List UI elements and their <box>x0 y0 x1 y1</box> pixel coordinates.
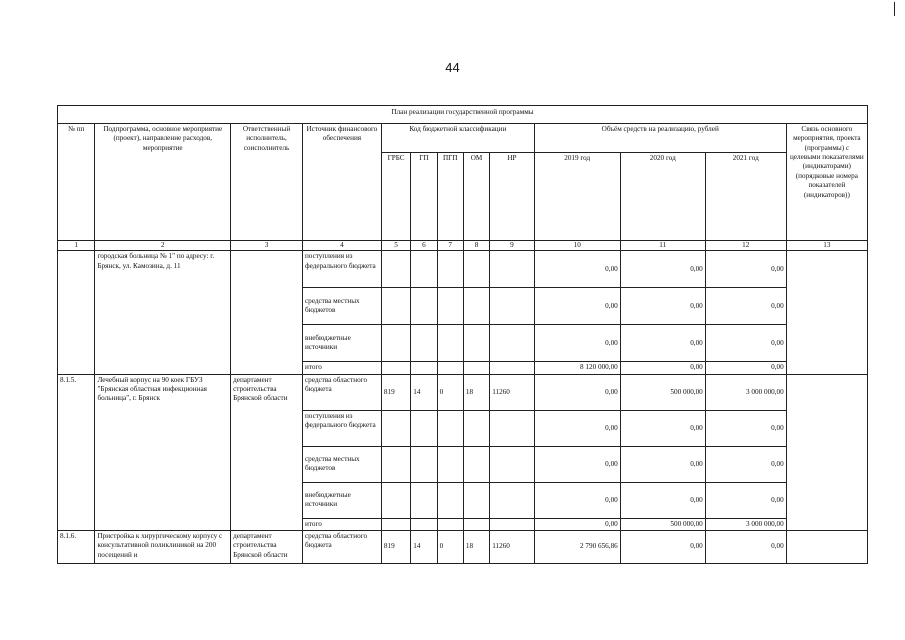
link-cell <box>786 251 867 374</box>
value-2020: 0,00 <box>620 482 705 518</box>
value-2020: 0,00 <box>620 531 705 564</box>
value-2020: 0,00 <box>620 288 705 325</box>
column-number: 3 <box>231 241 303 251</box>
header-executor: Ответственный исполнитель, соисполнитель <box>231 124 303 241</box>
page-number: 44 <box>445 60 460 75</box>
gp-cell: 14 <box>411 531 437 564</box>
budget-plan-table <box>57 105 868 564</box>
om-cell: 18 <box>463 531 489 564</box>
header-program: Подпрограмма, основное мероприятие (проект), направление расходов, мероприятие <box>95 124 231 241</box>
value-2020: 0,00 <box>620 325 705 362</box>
gp-cell: 14 <box>411 374 437 410</box>
grbs-cell: 819 <box>381 531 410 564</box>
program-name: городская больница № 1" по адресу: г. Брянск, ул. Камозина, д. 11 <box>95 251 231 374</box>
header-2021: 2021 год <box>705 153 786 241</box>
om-cell: 18 <box>463 374 489 410</box>
value-2020: 0,00 <box>620 251 705 288</box>
column-number: 4 <box>302 241 381 251</box>
header-om: ОМ <box>463 153 489 241</box>
value-2021: 0,00 <box>705 531 786 564</box>
value-2019: 8 120 000,00 <box>534 362 620 374</box>
value-2021: 0,00 <box>705 410 786 446</box>
source-cell: внебюджетные источники <box>302 482 381 518</box>
value-2020: 0,00 <box>620 410 705 446</box>
source-cell: итого <box>302 362 381 374</box>
column-number: 7 <box>437 241 463 251</box>
column-number: 6 <box>411 241 437 251</box>
header-gp: ГП <box>411 153 437 241</box>
executor-cell <box>231 251 303 374</box>
header-grbs: ГРБС <box>381 153 410 241</box>
source-cell: поступления из федерального бюджета <box>302 251 381 288</box>
value-2021: 0,00 <box>705 446 786 482</box>
header-nr: НР <box>490 153 535 241</box>
value-2021: 0,00 <box>705 362 786 374</box>
value-2021: 0,00 <box>705 288 786 325</box>
value-2019: 0,00 <box>534 446 620 482</box>
link-cell <box>786 374 867 530</box>
link-cell <box>786 531 867 564</box>
source-cell: средства областного бюджета <box>302 531 381 564</box>
header-2019: 2019 год <box>534 153 620 241</box>
row-number: 8.1.6. <box>58 531 95 564</box>
column-number: 10 <box>534 241 620 251</box>
value-2019: 0,00 <box>534 410 620 446</box>
table-row <box>58 374 868 410</box>
value-2019: 0,00 <box>534 482 620 518</box>
column-number: 11 <box>620 241 705 251</box>
value-2019: 0,00 <box>534 288 620 325</box>
grbs-cell: 819 <box>381 374 410 410</box>
value-2019: 0,00 <box>534 374 620 410</box>
header-pgp: ПГП <box>437 153 463 241</box>
source-cell: внебюджетные источники <box>302 325 381 362</box>
value-2021: 3 000 000,00 <box>705 374 786 410</box>
value-2020: 0,00 <box>620 446 705 482</box>
column-number: 1 <box>58 241 95 251</box>
table-row <box>58 251 868 288</box>
pgp-cell: 0 <box>437 531 463 564</box>
source-cell: средства местных бюджетов <box>302 288 381 325</box>
value-2021: 0,00 <box>705 325 786 362</box>
scan-edge-mark <box>894 2 895 16</box>
row-number: 8.1.5. <box>58 374 95 530</box>
column-number: 12 <box>705 241 786 251</box>
value-2019: 0,00 <box>534 325 620 362</box>
value-2020: 500 000,00 <box>620 374 705 410</box>
value-2019: 0,00 <box>534 251 620 288</box>
plan-title: План реализации государственной программы <box>58 106 868 124</box>
header-link: Связь основного мероприятия, проекта (программы) с целевыми показателями (индикаторами) (порядковые номера показателей (индикаторов)) <box>786 124 867 241</box>
column-number: 5 <box>381 241 410 251</box>
source-cell: поступления из федерального бюджета <box>302 410 381 446</box>
source-cell: средства местных бюджетов <box>302 446 381 482</box>
column-number: 8 <box>463 241 489 251</box>
header-volume: Объём средств на реализацию, рублей <box>534 124 786 153</box>
value-2020: 0,00 <box>620 362 705 374</box>
executor-cell: департамент строительства Брянской области <box>231 374 303 530</box>
header-2020: 2020 год <box>620 153 705 241</box>
header-bk-code: Код бюджетной классификации <box>381 124 534 153</box>
column-number: 2 <box>95 241 231 251</box>
value-2021: 0,00 <box>705 251 786 288</box>
source-cell: итого <box>302 518 381 530</box>
value-2020: 500 000,00 <box>620 518 705 530</box>
program-name: Пристройка к хирургическому корпусу с консультативной поликлиникой на 200 посещений и <box>95 531 231 564</box>
value-2019: 2 790 656,86 <box>534 531 620 564</box>
table-row <box>58 531 868 564</box>
pgp-cell: 0 <box>437 374 463 410</box>
nr-cell: 11260 <box>490 374 535 410</box>
value-2019: 0,00 <box>534 518 620 530</box>
column-number: 13 <box>786 241 867 251</box>
value-2021: 3 000 000,00 <box>705 518 786 530</box>
column-number: 9 <box>490 241 535 251</box>
nr-cell: 11260 <box>490 531 535 564</box>
row-number-cell <box>58 251 95 374</box>
value-2021: 0,00 <box>705 482 786 518</box>
executor-cell: департамент строительства Брянской области <box>231 531 303 564</box>
source-cell: средства областного бюджета <box>302 374 381 410</box>
header-num: № пп <box>58 124 95 241</box>
program-name: Лечебный корпус на 90 коек ГБУЗ "Брянская областная инфекционная больница", г. Брянск <box>95 374 231 530</box>
header-source: Источник финансового обеспечения <box>302 124 381 241</box>
